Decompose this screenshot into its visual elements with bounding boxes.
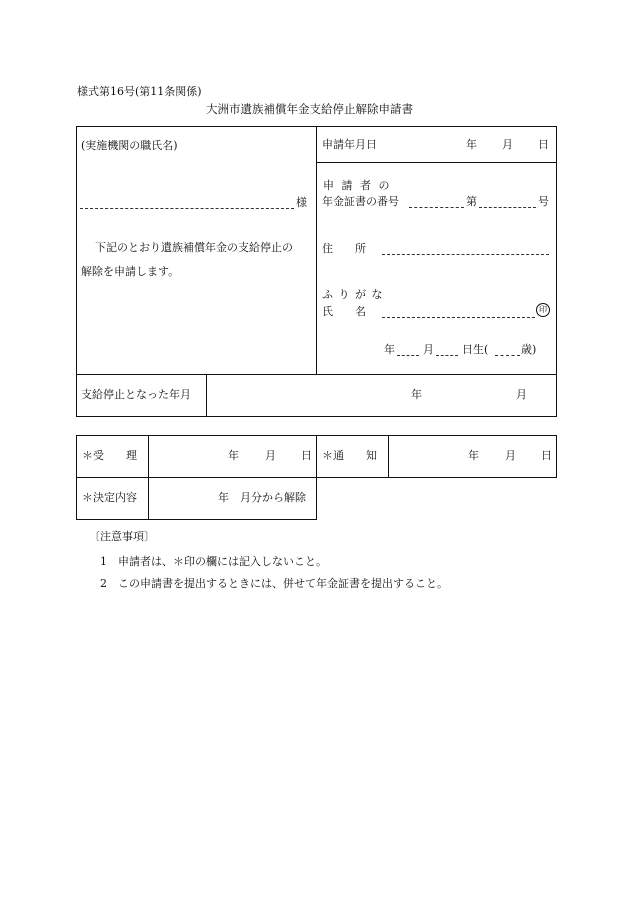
receipt-month: 月 — [265, 449, 276, 462]
receipt-year: 年 — [228, 449, 239, 462]
form-number: 様式第16号(第11条関係) — [77, 85, 202, 98]
birth-year: 年 — [384, 343, 395, 356]
decision-year: 年 — [218, 491, 229, 504]
decision-text: 月分から解除 — [240, 491, 306, 504]
name-label: 氏 名 — [322, 305, 366, 318]
decision-label: ＊決定内容 — [82, 491, 137, 504]
form-title: 大洲市遺族補償年金支給停止解除申請書 — [206, 102, 413, 116]
birth-month-field[interactable] — [436, 355, 458, 356]
application-date-label: 申請年月日 — [322, 138, 377, 151]
suspension-month: 月 — [516, 388, 527, 401]
sama-label: 様 — [296, 196, 307, 209]
receipt-label: ＊受 理 — [82, 449, 137, 462]
receipt-day: 日 — [301, 449, 312, 462]
address-label: 住 所 — [322, 242, 366, 255]
official-title-label: (実施機関の職氏名) — [81, 139, 178, 152]
application-date-day: 日 — [538, 138, 549, 151]
birth-month: 月 — [423, 343, 434, 356]
certificate-field-2[interactable] — [479, 207, 536, 208]
furigana-label: ふ り が な — [322, 288, 384, 301]
note-text: 申請者は、＊印の欄には記入しないこと。 — [118, 555, 327, 568]
suspension-label: 支給停止となった年月 — [81, 388, 191, 401]
address-field[interactable] — [382, 254, 549, 255]
seal-mark: 印 — [536, 303, 550, 317]
certificate-number-label: 年金証書の番号 — [322, 195, 399, 208]
notice-label: ＊通 知 — [322, 449, 377, 462]
certificate-dai: 第 — [466, 195, 477, 208]
notice-month: 月 — [505, 449, 516, 462]
name-field[interactable] — [382, 317, 535, 318]
notice-year: 年 — [468, 449, 479, 462]
notes-heading: 〔注意事項〕 — [89, 530, 155, 543]
request-text-line1: 下記のとおり遺族補償年金の支給停止の — [95, 241, 293, 254]
request-text-line2: 解除を申請します。 — [81, 265, 180, 278]
suspension-year: 年 — [411, 388, 422, 401]
notice-day: 日 — [541, 449, 552, 462]
application-date-year: 年 — [466, 138, 477, 151]
note-number: 1 — [100, 555, 107, 568]
birth-day-born: 日生( — [462, 343, 489, 356]
birth-age: 歳) — [521, 343, 537, 356]
certificate-go: 号 — [538, 195, 549, 208]
applicant-label: 申 請 者 の — [323, 179, 392, 192]
birth-year-field[interactable] — [397, 355, 419, 356]
age-field[interactable] — [495, 355, 520, 356]
certificate-field-1[interactable] — [409, 207, 464, 208]
note-number: 2 — [100, 577, 107, 590]
note-text: この申請書を提出するときには、併せて年金証書を提出すること。 — [118, 577, 448, 590]
application-date-month: 月 — [502, 138, 513, 151]
official-name-field[interactable] — [80, 208, 294, 209]
